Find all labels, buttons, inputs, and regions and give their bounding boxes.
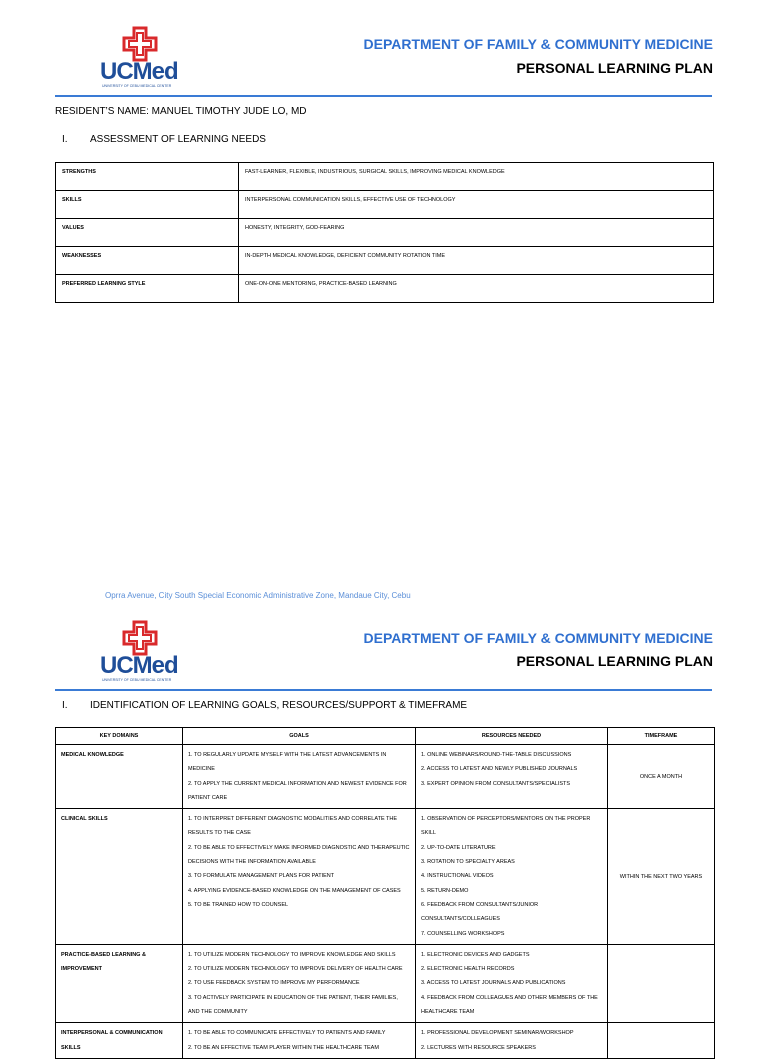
row-label: PREFERRED LEARNING STYLE	[56, 275, 239, 303]
cell-line: 1. TO UTILIZE MODERN TECHNOLOGY TO IMPROVE KNOWLEDGE AND SKILLS	[188, 951, 396, 958]
cell-line: MEDICINE	[188, 766, 215, 773]
timeframe-cell	[608, 1023, 715, 1059]
table-row	[56, 163, 714, 191]
cell-line: 7. COUNSELLING WORKSHOPS	[421, 930, 505, 937]
cell-line: 3. EXPERT OPINION FROM CONSULTANTS/SPECIALISTS	[421, 780, 571, 787]
cell-line: 4. INSTRUCTIONAL VIDEOS	[421, 873, 494, 880]
cell-line: 4. FEEDBACK FROM COLLEAGUES AND OTHER MEMBERS OF THE	[421, 994, 598, 1001]
key-domain-cell	[56, 944, 183, 1022]
table-header-row	[56, 728, 715, 745]
page-2	[0, 600, 768, 1051]
department-name: DEPARTMENT OF FAMILY & COMMUNITY MEDICINE	[363, 36, 713, 52]
cell-line: RESULTS TO THE CASE	[188, 830, 251, 837]
cell-line: PATIENT CARE	[188, 794, 228, 801]
logo-subtext: UNIVERSITY OF CEBU MEDICAL CENTER	[102, 678, 172, 682]
page-title: PERSONAL LEARNING PLAN	[516, 653, 713, 669]
header-divider	[55, 95, 712, 97]
logo-subtext: UNIVERSITY OF CEBU MEDICAL CENTER	[102, 84, 172, 88]
cell-line: HEALTHCARE TEAM	[421, 1009, 475, 1016]
table-row	[56, 191, 714, 219]
page-title: PERSONAL LEARNING PLAN	[516, 60, 713, 76]
cell-line: PRACTICE-BASED LEARNING &	[61, 951, 146, 958]
row-value: IN-DEPTH MEDICAL KNOWLEDGE, DEFICIENT COMMUNITY ROTATION TIME	[239, 247, 714, 275]
ucmed-logo	[100, 26, 190, 86]
cell-line: 1. TO INTERPRET DIFFERENT DIAGNOSTIC MODALITIES AND CORRELATE THE	[188, 816, 398, 823]
resources-cell	[416, 745, 608, 809]
cell-line: 1. PROFESSIONAL DEVELOPMENT SEMINAR/WORKSHOP	[421, 1030, 574, 1037]
cell-line: CLINICAL SKILLS	[61, 816, 108, 823]
cell-line: MEDICAL KNOWLEDGE	[61, 752, 124, 758]
row-value: INTERPERSONAL COMMUNICATION SKILLS, EFFECTIVE USE OF TECHNOLOGY	[239, 191, 714, 219]
column-header: GOALS	[183, 728, 416, 745]
table-row	[56, 219, 714, 247]
timeframe-cell: ONCE A MONTH	[608, 745, 715, 809]
key-domain-cell	[56, 745, 183, 809]
goals-cell	[183, 944, 416, 1022]
cell-line: 1. OBSERVATION OF PERCEPTORS/MENTORS ON THE PROPER	[421, 816, 591, 823]
row-value: HONESTY, INTEGRITY, GOD-FEARING	[239, 219, 714, 247]
row-value: FAST-LEARNER, FLEXIBLE, INDUSTRIOUS, SURGICAL SKILLS, IMPROVING MEDICAL KNOWLEDGE	[239, 163, 714, 191]
column-header: TIMEFRAME	[608, 728, 715, 745]
cell-line: DECISIONS WITH THE INFORMATION AVAILABLE	[188, 859, 316, 866]
resources-cell	[416, 1023, 608, 1059]
section-title: ASSESSMENT OF LEARNING NEEDS	[90, 134, 266, 145]
cell-line: 3. ACCESS TO LATEST JOURNALS AND PUBLICATIONS	[421, 980, 566, 987]
header-divider	[55, 689, 712, 691]
table-row	[56, 745, 715, 809]
cell-line: AND THE COMMUNITY	[188, 1009, 248, 1016]
cell-line: 1. ELECTRONIC DEVICES AND GADGETS	[421, 951, 530, 958]
assessment-table	[55, 162, 714, 303]
cell-line: 2. LECTURES WITH RESOURCE SPEAKERS	[421, 1044, 536, 1051]
cell-line: 3. TO ACTIVELY PARTICIPATE IN EDUCATION OF THE PATIENT, THEIR FAMILIES,	[188, 994, 398, 1001]
medical-cross-icon	[122, 620, 158, 656]
table-row	[56, 809, 715, 945]
table-row	[56, 275, 714, 303]
row-label: STRENGTHS	[56, 163, 239, 191]
cell-line: 2. ELECTRONIC HEALTH RECORDS	[421, 966, 515, 973]
section-heading-assessment	[62, 134, 266, 145]
row-value: ONE-ON-ONE MENTORING, PRACTICE-BASED LEARNING	[239, 275, 714, 303]
cell-line: 2. TO BE ABLE TO EFFECTIVELY MAKE INFORMED DIAGNOSTIC AND THERAPEUTIC	[188, 844, 410, 851]
cell-line: 5. RETURN-DEMO	[421, 887, 469, 894]
cell-line: SKILL	[421, 830, 436, 837]
cell-line: 2. UP-TO-DATE LITERATURE	[421, 844, 496, 851]
cell-line: 2. TO USE FEEDBACK SYSTEM TO IMPROVE MY PERFORMANCE	[188, 980, 360, 987]
cell-line: 3. TO FORMULATE MANAGEMENT PLANS FOR PATIENT	[188, 873, 335, 880]
goals-cell	[183, 1023, 416, 1059]
medical-cross-icon	[122, 26, 158, 62]
row-label: WEAKNESSES	[56, 247, 239, 275]
section-heading-goals	[62, 700, 467, 711]
cell-line: 2. ACCESS TO LATEST AND NEWLY PUBLISHED JOURNALS	[421, 766, 578, 773]
cell-line: SKILLS	[61, 1044, 81, 1051]
section-number: I.	[62, 700, 68, 711]
cell-line: 1. TO BE ABLE TO COMMUNICATE EFFECTIVELY TO PATIENTS AND FAMILY	[188, 1030, 386, 1037]
table-row	[56, 247, 714, 275]
row-label: SKILLS	[56, 191, 239, 219]
key-domain-cell	[56, 809, 183, 945]
cell-line: 3. ROTATION TO SPECIALTY AREAS	[421, 859, 515, 866]
column-header: KEY DOMAINS	[56, 728, 183, 745]
resources-cell	[416, 944, 608, 1022]
page-footer-address: Oprra Avenue, City South Special Economic Administrative Zone, Mandaue City, Cebu	[105, 591, 411, 600]
department-name: DEPARTMENT OF FAMILY & COMMUNITY MEDICINE	[363, 630, 713, 646]
goals-cell	[183, 809, 416, 945]
table-row	[56, 1023, 715, 1059]
cell-line: 1. TO REGULARLY UPDATE MYSELF WITH THE LATEST ADVANCEMENTS IN	[188, 752, 387, 758]
cell-line: CONSULTANTS/COLLEAGUES	[421, 916, 500, 923]
section-title: IDENTIFICATION OF LEARNING GOALS, RESOURCES/SUPPORT & TIMEFRAME	[90, 700, 468, 711]
key-domain-cell	[56, 1023, 183, 1059]
row-label: VALUES	[56, 219, 239, 247]
cell-line: 6. FEEDBACK FROM CONSULTANTS/JUNIOR	[421, 901, 539, 908]
timeframe-cell: WITHIN THE NEXT TWO YEARS	[608, 809, 715, 945]
cell-line: 1. ONLINE WEBINARS/ROUND-THE-TABLE DISCUSSIONS	[421, 752, 572, 758]
learning-goals-table	[55, 727, 715, 1059]
cell-line: IMPROVEMENT	[61, 966, 102, 973]
cell-line: 2. TO BE AN EFFECTIVE TEAM PLAYER WITHIN THE HEALTHCARE TEAM	[188, 1044, 379, 1051]
timeframe-cell	[608, 944, 715, 1022]
goals-cell	[183, 745, 416, 809]
resources-cell	[416, 809, 608, 945]
cell-line: INTERPERSONAL & COMMUNICATION	[61, 1030, 163, 1037]
ucmed-logo	[100, 620, 190, 680]
column-header: RESOURCES NEEDED	[416, 728, 608, 745]
cell-line: 2. TO APPLY THE CURRENT MEDICAL INFORMATION AND NEWEST EVIDENCE FOR	[188, 780, 407, 787]
logo-text: UCMed	[100, 58, 178, 85]
cell-line: 4. APPLYING EVIDENCE-BASED KNOWLEDGE ON THE MANAGEMENT OF CASES	[188, 887, 401, 894]
cell-line: 5. TO BE TRAINED HOW TO COUNSEL	[188, 901, 289, 908]
table-row	[56, 944, 715, 1022]
cell-line: 2. TO UTILIZE MODERN TECHNOLOGY TO IMPROVE DELIVERY OF HEALTH CARE	[188, 966, 403, 973]
resident-name: RESIDENT’S NAME: MANUEL TIMOTHY JUDE LO, MD	[55, 106, 307, 117]
logo-text: UCMed	[100, 652, 178, 679]
section-number: I.	[62, 134, 68, 145]
